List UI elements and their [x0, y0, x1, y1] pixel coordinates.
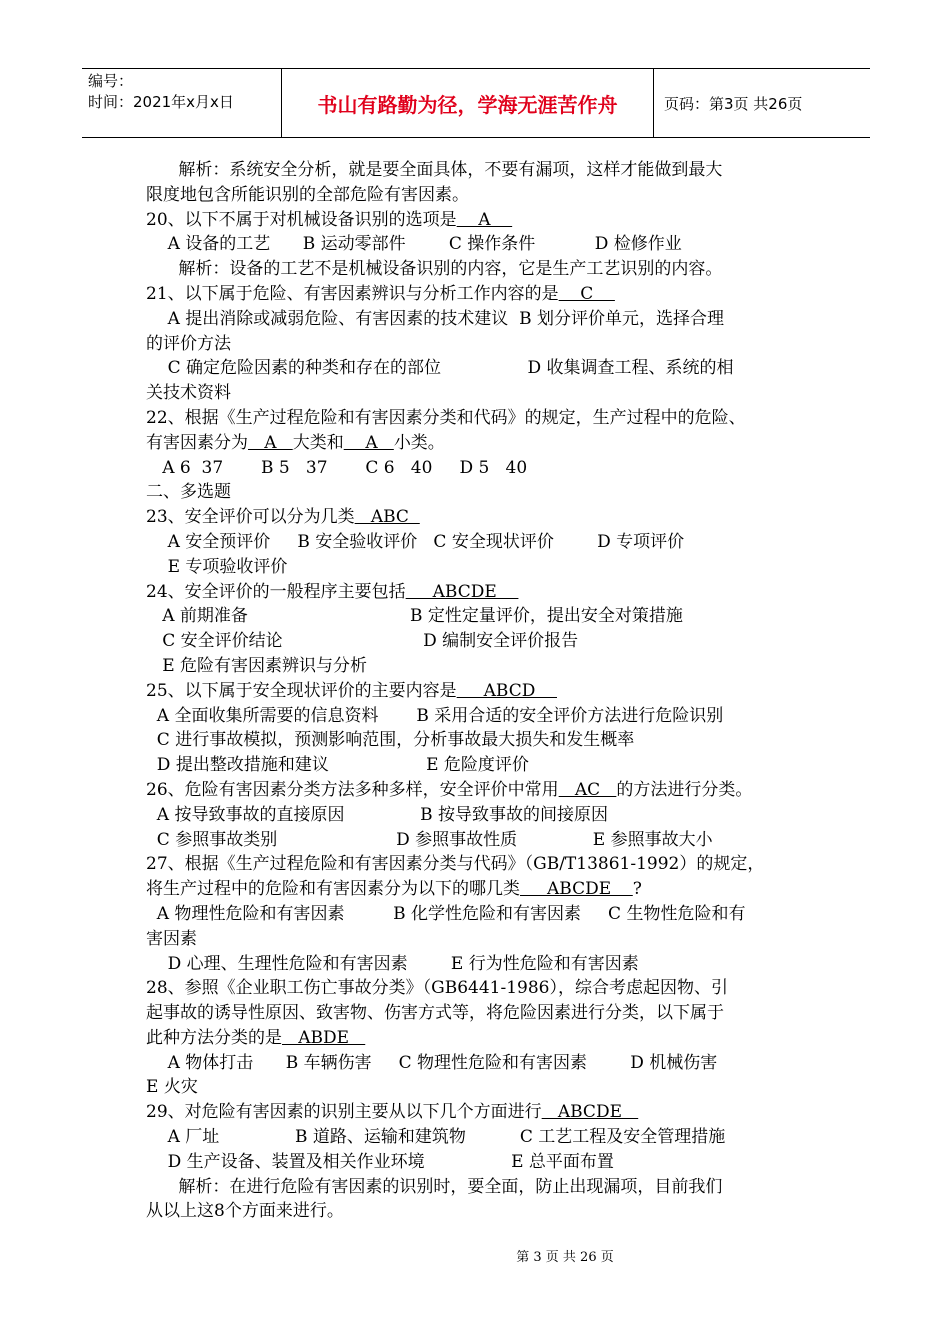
line-text: 29、对危险有害因素的识别主要从以下几个方面进行: [146, 1102, 542, 1123]
line-text: D 提出整改措施和建议 E 危险度评价: [146, 755, 529, 776]
line-text: A 提出消除或减弱危险、有害因素的技术建议 B 划分评价单元，选择合理: [146, 308, 724, 329]
answer-blank: ABCD: [456, 680, 557, 701]
line-text: E 危险有害因素辨识与分析: [146, 655, 368, 676]
line-text: C 安全评价结论 D 编制安全评价报告: [146, 631, 579, 652]
header-page-info: 页码：第3页 共26页: [664, 94, 803, 113]
text-line: [146, 976, 826, 1001]
answer-blank: A: [343, 432, 394, 453]
text-line: [146, 530, 826, 555]
line-text: 小类。: [393, 432, 445, 453]
line-text: 大类和: [292, 432, 344, 453]
text-line: [146, 232, 826, 257]
line-text: A 厂址 B 道路、运输和建筑物 C 工艺工程及安全管理措施: [146, 1127, 726, 1148]
line-text: 将生产过程中的危险和有害因素分为以下的哪几类: [146, 879, 520, 900]
document-date: 时间：2021年x月x日: [88, 93, 234, 111]
text-line: [146, 505, 826, 530]
text-line: [146, 1026, 826, 1051]
line-text: 22、根据《生产过程危险和有害因素分类和代码》的规定，生产过程中的危险、: [146, 407, 746, 428]
text-line: [146, 1100, 826, 1125]
text-line: [146, 902, 826, 927]
line-text: 27、根据《生产过程危险和有害因素分类与代码》（GB/T13861-1992）的规定，: [146, 854, 765, 875]
line-text: 二、多选题: [146, 482, 231, 503]
line-text: 解析：设备的工艺不是机械设备识别的内容，它是生产工艺识别的内容。: [146, 259, 723, 280]
text-line: [146, 580, 826, 605]
text-line: [146, 257, 826, 282]
line-text: 24、安全评价的一般程序主要包括: [146, 581, 406, 602]
header-motto: 书山有路勤为径，学海无涯苦作舟: [282, 69, 654, 137]
line-text: 解析：系统安全分析，就是要全面具体，不要有漏项，这样才能做到最大: [146, 160, 723, 180]
line-text: 的评价方法: [146, 333, 231, 354]
text-line: [146, 952, 826, 977]
line-text: 从以上这8个方面来进行。: [146, 1201, 344, 1222]
text-line: [146, 381, 826, 406]
page-footer: 第 3 页 共 26 页: [516, 1250, 614, 1265]
line-text: ?: [632, 879, 642, 900]
text-line: [146, 356, 826, 381]
document-number: 编号：: [88, 72, 134, 90]
text-line: [146, 1150, 826, 1175]
line-text: E 火灾: [146, 1077, 198, 1098]
text-line: [146, 1051, 826, 1076]
text-line: [146, 555, 826, 580]
line-text: 限度地包含所能识别的全部危险有害因素。: [146, 184, 469, 205]
answer-blank: A: [456, 209, 513, 230]
text-line: [146, 1199, 826, 1224]
text-line: [146, 629, 826, 654]
line-text: 的方法进行分类。: [616, 779, 753, 800]
text-line: [146, 307, 826, 332]
text-line: [146, 332, 826, 357]
line-text: A 全面收集所需要的信息资料 B 采用合适的安全评价方法进行危险识别: [146, 705, 724, 726]
answer-blank: AC: [558, 779, 617, 800]
line-text: A 前期准备 B 定性定量评价，提出安全对策措施: [146, 606, 683, 627]
line-text: A 物理性危险和有害因素 B 化学性危险和有害因素 C 生物性危险和有: [146, 903, 746, 924]
text-line: [146, 158, 826, 183]
line-text: D 生产设备、装置及相关作业环境 E 总平面布置: [146, 1151, 614, 1172]
text-line: [146, 604, 826, 629]
answer-blank: ABCDE: [520, 879, 633, 900]
line-text: 解析：在进行危险有害因素的识别时，要全面，防止出现漏项，目前我们: [146, 1176, 723, 1197]
line-text: A 6 37 B 5 37 C 6 40 D 5 40: [146, 457, 528, 478]
line-text: C 参照事故类别 D 参照事故性质 E 参照事故大小: [146, 829, 713, 850]
text-line: [146, 679, 826, 704]
text-line: [146, 1125, 826, 1150]
line-text: 28、参照《企业职工伤亡事故分类》（GB6441-1986），综合考虑起因物、引: [146, 978, 728, 999]
text-line: [146, 1175, 826, 1200]
line-text: A 安全预评价 B 安全验收评价 C 安全现状评价 D 专项评价: [146, 531, 685, 552]
text-line: [146, 1075, 826, 1100]
line-text: 起事故的诱导性原因、致害物、伤害方式等，将危险因素进行分类，以下属于: [146, 1003, 724, 1024]
text-line: [146, 803, 826, 828]
text-line: [146, 456, 826, 481]
answer-blank: ABDE: [282, 1027, 366, 1048]
text-line: [146, 1001, 826, 1026]
line-text: 20、以下不属于对机械设备识别的选项是: [146, 209, 457, 230]
line-text: 23、安全评价可以分为几类: [146, 507, 355, 528]
line-text: A 物体打击 B 车辆伤害 C 物理性危险和有害因素 D 机械伤害: [146, 1052, 718, 1073]
answer-blank: A: [248, 432, 293, 453]
text-line: [146, 753, 826, 778]
line-text: C 确定危险因素的种类和存在的部位 D 收集调查工程、系统的相: [146, 358, 734, 379]
answer-blank: C: [558, 283, 615, 304]
text-line: [146, 480, 826, 505]
line-text: C 进行事故模拟，预测影响范围，分析事故最大损失和发生概率: [146, 730, 635, 751]
text-line: [146, 828, 826, 853]
line-text: 此种方法分类的是: [146, 1027, 282, 1048]
text-line: [146, 927, 826, 952]
text-line: [146, 431, 826, 456]
answer-blank: ABCDE: [405, 581, 519, 602]
line-text: 有害因素分为: [146, 432, 248, 453]
text-line: [146, 877, 826, 902]
header-meta: [82, 69, 282, 137]
line-text: 关技术资料: [146, 383, 231, 404]
text-line: [146, 208, 826, 233]
line-text: 25、以下属于安全现状评价的主要内容是: [146, 680, 457, 701]
line-text: 26、危险有害因素分类方法多种多样，安全评价中常用: [146, 779, 559, 800]
line-text: A 按导致事故的直接原因 B 按导致事故的间接原因: [146, 804, 609, 825]
text-line: [146, 704, 826, 729]
text-line: [146, 728, 826, 753]
line-text: 害因素: [146, 928, 197, 949]
answer-blank: ABC: [354, 507, 420, 528]
document-body: [146, 158, 826, 1224]
line-text: D 心理、生理性危险和有害因素 E 行为性危险和有害因素: [146, 953, 639, 974]
text-line: [146, 654, 826, 679]
text-line: [146, 852, 826, 877]
page-header: [82, 68, 870, 138]
answer-blank: ABCDE: [541, 1102, 639, 1123]
text-line: [146, 183, 826, 208]
line-text: A 设备的工艺 B 运动零部件 C 操作条件 D 检修作业: [146, 234, 682, 255]
line-text: E 专项验收评价: [146, 556, 288, 577]
text-line: [146, 406, 826, 431]
text-line: [146, 282, 826, 307]
text-line: [146, 778, 826, 803]
line-text: 21、以下属于危险、有害因素辨识与分析工作内容的是: [146, 283, 559, 304]
